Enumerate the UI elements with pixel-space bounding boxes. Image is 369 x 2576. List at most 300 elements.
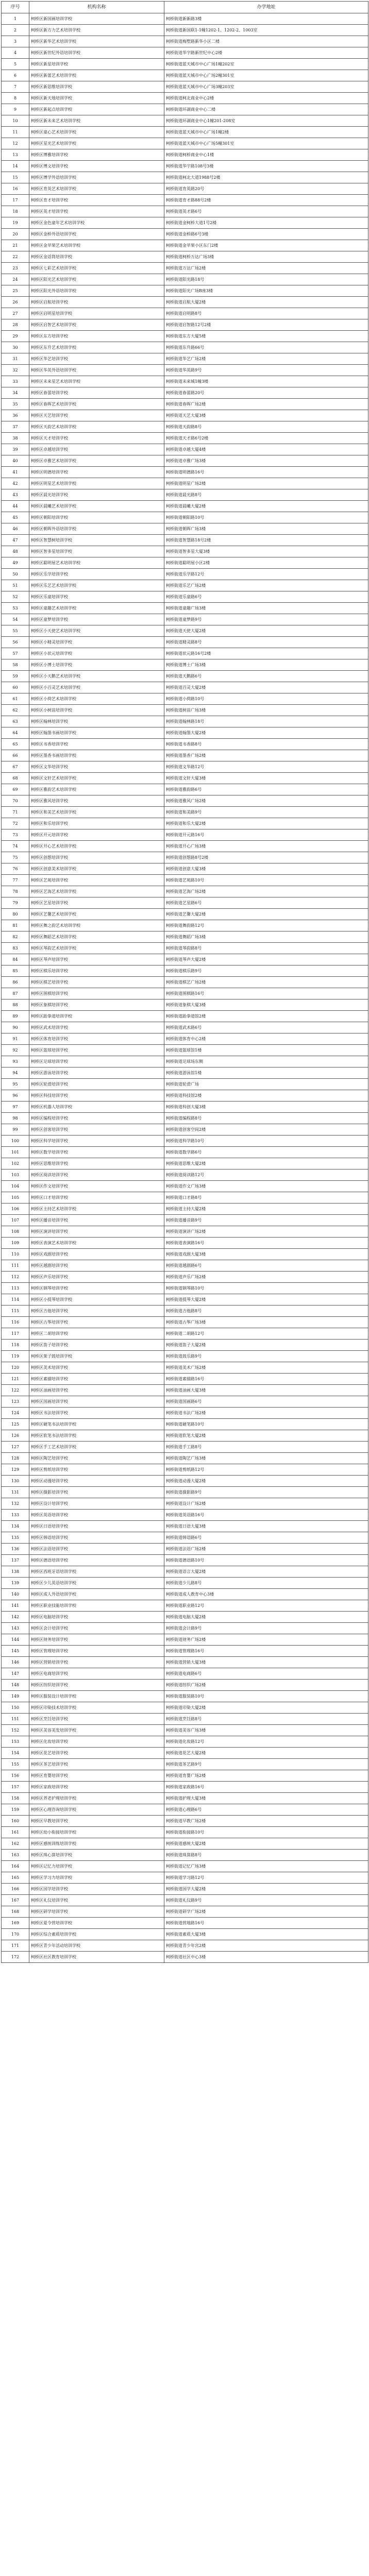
table-row (2, 1634, 368, 1646)
cell-address: 柯桥街道育才路88号2楼 (164, 195, 368, 206)
cell-no: 20 (2, 229, 29, 240)
table-row (2, 863, 368, 875)
cell-address: 柯桥街道陶艺广场3楼 (164, 1453, 368, 1464)
cell-name: 柯桥区金色童年艺术培训学校 (29, 217, 164, 229)
cell-address: 柯桥街道创意大厦3楼 (164, 863, 368, 875)
cell-address: 柯桥街道钢琴路10号 (164, 1283, 368, 1294)
table-row (2, 1011, 368, 1022)
cell-address: 柯桥街道体育中心2楼 (164, 1033, 368, 1045)
cell-no: 160 (2, 1816, 29, 1827)
cell-no: 166 (2, 1884, 29, 1895)
table-row (2, 886, 368, 897)
cell-name: 柯桥区新蕾艺术培训学校 (29, 70, 164, 81)
cell-address: 柯桥街道书香路8号 (164, 739, 368, 750)
cell-name: 柯桥区古筝培训学校 (29, 1317, 164, 1328)
cell-no: 34 (2, 387, 29, 399)
cell-address: 柯桥街道家政路16号 (164, 1782, 368, 1793)
table-row (2, 353, 368, 365)
table-row (2, 1895, 368, 1906)
cell-no: 24 (2, 274, 29, 285)
table-row (2, 1340, 368, 1351)
table-row (2, 750, 368, 761)
cell-name: 柯桥区声乐培训学校 (29, 1272, 164, 1283)
cell-name: 柯桥区心理咨询培训学校 (29, 1804, 164, 1816)
cell-no: 114 (2, 1294, 29, 1306)
table-row (2, 1362, 368, 1374)
cell-no: 150 (2, 1702, 29, 1714)
cell-address: 柯桥街道精灵路8号 (164, 637, 368, 648)
cell-address: 柯桥街道象棋大厦3楼 (164, 999, 368, 1011)
table-row (2, 1884, 368, 1895)
cell-address: 柯桥街道编程路8号 (164, 1113, 368, 1124)
cell-no: 35 (2, 399, 29, 410)
cell-address: 柯桥街道心理路6号 (164, 1804, 368, 1816)
cell-no: 71 (2, 807, 29, 818)
cell-address: 柯桥街道艺海广场2楼 (164, 886, 368, 897)
table-row (2, 795, 368, 807)
table-row (2, 807, 368, 818)
cell-no: 159 (2, 1804, 29, 1816)
cell-address: 柯桥街道蓝天城市中心广场3幢203室 (164, 81, 368, 93)
cell-no: 64 (2, 727, 29, 739)
cell-no: 92 (2, 1045, 29, 1056)
cell-no: 2 (2, 25, 29, 36)
table-row (2, 682, 368, 693)
cell-no: 73 (2, 829, 29, 841)
cell-no: 162 (2, 1838, 29, 1850)
table-row (2, 387, 368, 399)
table-row (2, 523, 368, 535)
table-row (2, 308, 368, 319)
cell-name: 柯桥区书法培训学校 (29, 1408, 164, 1419)
table-row (2, 977, 368, 988)
cell-no: 112 (2, 1272, 29, 1283)
cell-name: 柯桥区法语培训学校 (29, 1544, 164, 1555)
table-row (2, 1453, 368, 1464)
cell-address: 柯桥街道武术路6号 (164, 1022, 368, 1033)
cell-address: 柯桥街道乐艺广场2楼 (164, 580, 368, 591)
cell-address: 柯桥街道声乐广场2楼 (164, 1272, 368, 1283)
table-row (2, 1589, 368, 1600)
cell-name: 柯桥区阅读培训学校 (29, 1170, 164, 1181)
cell-no: 124 (2, 1408, 29, 1419)
cell-name: 柯桥区戏剧培训学校 (29, 1249, 164, 1260)
cell-address: 柯桥街道职业路12号 (164, 1600, 368, 1612)
cell-address: 柯桥街道柯桥万达广场3楼 (164, 251, 368, 263)
cell-no: 45 (2, 512, 29, 523)
cell-address: 柯桥街道礼仪路9号 (164, 1895, 368, 1906)
cell-address: 柯桥街道韩语路6号 (164, 1532, 368, 1544)
cell-name: 柯桥区艺苑培训学校 (29, 875, 164, 886)
table-row (2, 285, 368, 297)
cell-name: 柯桥区晨曦艺术培训学校 (29, 501, 164, 512)
table-row (2, 1306, 368, 1317)
table-row (2, 625, 368, 637)
cell-name: 柯桥区纺织培训学校 (29, 1680, 164, 1691)
cell-no: 37 (2, 421, 29, 433)
table-row (2, 1033, 368, 1045)
table-row (2, 591, 368, 603)
cell-address: 柯桥街道聪明屋小区2楼 (164, 557, 368, 569)
cell-name: 柯桥区动漫培训学校 (29, 1476, 164, 1487)
cell-no: 8 (2, 93, 29, 104)
cell-no: 29 (2, 331, 29, 342)
cell-no: 72 (2, 818, 29, 829)
cell-address: 柯桥街道英语路16号 (164, 1510, 368, 1521)
cell-address: 柯桥街道衔接路10号 (164, 1827, 368, 1838)
cell-name: 柯桥区油画培训学校 (29, 1385, 164, 1396)
cell-name: 柯桥区体育培训学校 (29, 1033, 164, 1045)
cell-address: 柯桥街道财务广场2楼 (164, 1634, 368, 1646)
header-no: 序号 (2, 2, 29, 13)
cell-no: 84 (2, 954, 29, 965)
cell-name: 柯桥区日语培训学校 (29, 1521, 164, 1532)
table-row (2, 263, 368, 274)
cell-no: 3 (2, 36, 29, 47)
cell-name: 柯桥区童心艺术培训学校 (29, 127, 164, 138)
table-row (2, 13, 368, 25)
cell-no: 131 (2, 1487, 29, 1498)
cell-no: 93 (2, 1056, 29, 1067)
cell-name: 柯桥区智慧树培训学校 (29, 535, 164, 546)
table-row (2, 149, 368, 161)
cell-no: 96 (2, 1090, 29, 1101)
cell-name: 柯桥区英才培训学校 (29, 206, 164, 217)
cell-address: 柯桥街道德语路10号 (164, 1555, 368, 1566)
cell-address: 柯桥街道朝阳路10号 (164, 512, 368, 523)
table-row (2, 455, 368, 467)
cell-name: 柯桥区小博士培训学校 (29, 659, 164, 671)
cell-no: 81 (2, 920, 29, 931)
table-row (2, 47, 368, 59)
table-row (2, 421, 368, 433)
table-row (2, 1816, 368, 1827)
cell-no: 5 (2, 59, 29, 70)
cell-address: 柯桥街道二胡路12号 (164, 1328, 368, 1340)
cell-address: 柯桥街道感统大厦2楼 (164, 1838, 368, 1850)
table-row (2, 841, 368, 852)
cell-address: 柯桥街道明星广场2楼 (164, 478, 368, 489)
cell-no: 138 (2, 1566, 29, 1578)
cell-address: 柯桥街道童梦路9号 (164, 614, 368, 625)
cell-address: 柯桥街道新国联1-1幢1202-1、1202-2、1003室 (164, 25, 368, 36)
table-row (2, 512, 368, 523)
table-row (2, 1623, 368, 1634)
table-row (2, 1113, 368, 1124)
cell-no: 154 (2, 1748, 29, 1759)
cell-name: 柯桥区小状元培训学校 (29, 648, 164, 659)
cell-name: 柯桥区琴韵艺术培训学校 (29, 943, 164, 954)
table-row (2, 1238, 368, 1249)
cell-no: 141 (2, 1600, 29, 1612)
cell-name: 柯桥区卓越培训学校 (29, 444, 164, 455)
cell-name: 柯桥区春晖艺术培训学校 (29, 399, 164, 410)
cell-address: 柯桥街道柯北大道1988号2楼 (164, 172, 368, 183)
table-row (2, 1668, 368, 1680)
table-row (2, 195, 368, 206)
cell-name: 柯桥区天艺培训学校 (29, 410, 164, 421)
cell-address: 柯桥街道开元路16号 (164, 829, 368, 841)
cell-no: 105 (2, 1192, 29, 1204)
table-row (2, 1725, 368, 1736)
table-row (2, 1408, 368, 1419)
cell-name: 柯桥区新星培训学校 (29, 59, 164, 70)
cell-no: 94 (2, 1067, 29, 1079)
cell-address: 柯桥街道东方大厦5楼 (164, 331, 368, 342)
cell-name: 柯桥区创意美术培训学校 (29, 863, 164, 875)
cell-name: 柯桥区棋乐培训学校 (29, 965, 164, 977)
cell-address: 柯桥街道棋艺广场2楼 (164, 977, 368, 988)
cell-no: 167 (2, 1895, 29, 1906)
cell-no: 22 (2, 251, 29, 263)
cell-address: 柯桥街道金柯桥大道1号2楼 (164, 217, 368, 229)
cell-no: 168 (2, 1906, 29, 1918)
table-row (2, 376, 368, 387)
cell-address: 柯桥街道会计路9号 (164, 1623, 368, 1634)
cell-name: 柯桥区启智艺术培训学校 (29, 319, 164, 331)
cell-name: 柯桥区职业技能培训学校 (29, 1600, 164, 1612)
cell-no: 53 (2, 603, 29, 614)
cell-address: 柯桥街道童趣广场3楼 (164, 603, 368, 614)
cell-no: 91 (2, 1033, 29, 1045)
cell-name: 柯桥区硬笔书法培训学校 (29, 1419, 164, 1430)
table-row (2, 1136, 368, 1147)
table-row (2, 1770, 368, 1782)
cell-address: 柯桥街道记忆广场3楼 (164, 1861, 368, 1872)
cell-no: 54 (2, 614, 29, 625)
cell-no: 10 (2, 115, 29, 127)
cell-no: 90 (2, 1022, 29, 1033)
cell-address: 柯桥街道少儿路8号 (164, 1578, 368, 1589)
cell-address: 柯桥街道华宇路108号3楼 (164, 161, 368, 172)
table-row (2, 1702, 368, 1714)
table-row (2, 206, 368, 217)
table-row (2, 251, 368, 263)
table-row (2, 580, 368, 591)
cell-address: 柯桥街道和美路9号 (164, 807, 368, 818)
cell-address: 柯桥街道印染大厦2楼 (164, 1702, 368, 1714)
cell-no: 123 (2, 1396, 29, 1408)
table-row (2, 659, 368, 671)
cell-name: 柯桥区机器人培训学校 (29, 1101, 164, 1113)
cell-name: 柯桥区手工艺术培训学校 (29, 1442, 164, 1453)
cell-name: 柯桥区艺馨艺术培训学校 (29, 909, 164, 920)
cell-address: 柯桥街道天韵路8号 (164, 421, 368, 433)
cell-address: 柯桥街道研学广场2楼 (164, 1906, 368, 1918)
cell-no: 153 (2, 1736, 29, 1748)
cell-no: 77 (2, 875, 29, 886)
cell-no: 158 (2, 1793, 29, 1804)
cell-name: 柯桥区阳光艺术培训学校 (29, 274, 164, 285)
table-row (2, 648, 368, 659)
cell-name: 柯桥区小天使艺术培训学校 (29, 625, 164, 637)
cell-name: 柯桥区播音培训学校 (29, 1215, 164, 1226)
table-row (2, 70, 368, 81)
cell-no: 7 (2, 81, 29, 93)
cell-name: 柯桥区管理培训学校 (29, 1646, 164, 1657)
cell-name: 柯桥区阳光外语培训学校 (29, 285, 164, 297)
cell-address: 柯桥街道素描路16号 (164, 1374, 368, 1385)
table-row (2, 331, 368, 342)
table-row (2, 1952, 368, 1963)
cell-no: 63 (2, 716, 29, 727)
cell-address: 柯桥街道柯北商业中心2楼 (164, 93, 368, 104)
table-row (2, 1056, 368, 1067)
cell-name: 柯桥区数学培训学校 (29, 1147, 164, 1158)
table-row (2, 1464, 368, 1476)
table-row (2, 1906, 368, 1918)
cell-name: 柯桥区素描培训学校 (29, 1374, 164, 1385)
cell-address: 柯桥街道演讲广场2楼 (164, 1226, 368, 1238)
table-row (2, 1748, 368, 1759)
cell-address: 柯桥街道青少年宫2楼 (164, 1940, 368, 1952)
cell-name: 柯桥区韩语培训学校 (29, 1532, 164, 1544)
cell-no: 149 (2, 1691, 29, 1702)
cell-no: 109 (2, 1238, 29, 1249)
cell-no: 116 (2, 1317, 29, 1328)
cell-address: 柯桥街道吉他路8号 (164, 1306, 368, 1317)
cell-no: 134 (2, 1521, 29, 1532)
cell-no: 132 (2, 1498, 29, 1510)
cell-name: 柯桥区国学培训学校 (29, 1884, 164, 1895)
cell-no: 103 (2, 1170, 29, 1181)
table-row (2, 138, 368, 149)
cell-name: 柯桥区钢琴培训学校 (29, 1283, 164, 1294)
table-row (2, 1442, 368, 1453)
cell-no: 33 (2, 376, 29, 387)
cell-no: 76 (2, 863, 29, 875)
cell-no: 32 (2, 365, 29, 376)
cell-address: 柯桥街道琴声大厦2楼 (164, 954, 368, 965)
table-row (2, 1578, 368, 1589)
cell-name: 柯桥区笛子培训学校 (29, 1340, 164, 1351)
cell-address: 柯桥街道科创大厦3楼 (164, 1101, 368, 1113)
table-row (2, 501, 368, 512)
cell-no: 14 (2, 161, 29, 172)
cell-address: 柯桥街道日语大厦3楼 (164, 1521, 368, 1532)
cell-name: 柯桥区国画培训学校 (29, 1396, 164, 1408)
cell-no: 44 (2, 501, 29, 512)
table-row (2, 1351, 368, 1362)
table-row (2, 1374, 368, 1385)
cell-no: 65 (2, 739, 29, 750)
cell-name: 柯桥区编程培训学校 (29, 1113, 164, 1124)
cell-no: 169 (2, 1918, 29, 1929)
cell-no: 106 (2, 1204, 29, 1215)
table-row (2, 104, 368, 115)
cell-address: 柯桥街道围棋路16号 (164, 988, 368, 999)
cell-no: 101 (2, 1147, 29, 1158)
table-row (2, 1158, 368, 1170)
table-row (2, 1929, 368, 1940)
table-row (2, 1736, 368, 1748)
cell-name: 柯桥区陶艺培训学校 (29, 1453, 164, 1464)
table-row (2, 999, 368, 1011)
cell-no: 136 (2, 1544, 29, 1555)
cell-address: 柯桥街道烹饪路8号 (164, 1714, 368, 1725)
cell-address: 柯桥街道油画大厦3楼 (164, 1385, 368, 1396)
table-row (2, 965, 368, 977)
table-row (2, 127, 368, 138)
cell-address: 柯桥街道素质大厦3楼 (164, 1929, 368, 1940)
cell-address: 柯桥街道早教广场2楼 (164, 1816, 368, 1827)
cell-address: 柯桥街道作文广场3楼 (164, 1181, 368, 1192)
cell-address: 柯桥街道舞韵路12号 (164, 920, 368, 931)
cell-no: 9 (2, 104, 29, 115)
cell-address: 柯桥街道思维大厦2楼 (164, 1158, 368, 1170)
cell-no: 151 (2, 1714, 29, 1725)
cell-name: 柯桥区感统训练培训学校 (29, 1838, 164, 1850)
table-row (2, 36, 368, 47)
cell-address: 柯桥街道天使大厦2楼 (164, 625, 368, 637)
cell-name: 柯桥区越剧培训学校 (29, 1260, 164, 1272)
table-row (2, 1544, 368, 1555)
cell-address: 柯桥街道戏剧大厦3楼 (164, 1249, 368, 1260)
cell-name: 柯桥区学习力培训学校 (29, 1872, 164, 1884)
cell-no: 46 (2, 523, 29, 535)
cell-address: 柯桥街道国画路6号 (164, 1396, 368, 1408)
table-row (2, 1487, 368, 1498)
cell-name: 柯桥区育英艺术培训学校 (29, 183, 164, 195)
cell-address: 柯桥街道创客空间2楼 (164, 1124, 368, 1136)
cell-no: 87 (2, 988, 29, 999)
table-row (2, 1079, 368, 1090)
cell-name: 柯桥区华艺培训学校 (29, 353, 164, 365)
cell-name: 柯桥区青少年活动培训学校 (29, 1940, 164, 1952)
cell-no: 135 (2, 1532, 29, 1544)
cell-address: 柯桥街道乐童路6号 (164, 591, 368, 603)
cell-no: 38 (2, 433, 29, 444)
cell-no: 75 (2, 852, 29, 863)
table-row (2, 93, 368, 104)
cell-address: 柯桥街道天才路6号2楼 (164, 433, 368, 444)
cell-name: 柯桥区新未来艺术培训学校 (29, 115, 164, 127)
cell-name: 柯桥区棋艺培训学校 (29, 977, 164, 988)
cell-name: 柯桥区琴声培训学校 (29, 954, 164, 965)
cell-no: 40 (2, 455, 29, 467)
cell-no: 55 (2, 625, 29, 637)
cell-no: 118 (2, 1340, 29, 1351)
table-row (2, 1940, 368, 1952)
cell-name: 柯桥区轮滑培训学校 (29, 1079, 164, 1090)
table-row (2, 1872, 368, 1884)
table-row (2, 274, 368, 285)
cell-name: 柯桥区育婴培训学校 (29, 1770, 164, 1782)
cell-address: 柯桥街道华英路9号 (164, 365, 368, 376)
table-row (2, 1260, 368, 1272)
cell-name: 柯桥区新华艺术培训学校 (29, 36, 164, 47)
table-row (2, 931, 368, 943)
cell-address: 柯桥街道蓝天城市中心广场5幢301室 (164, 138, 368, 149)
cell-no: 78 (2, 886, 29, 897)
cell-name: 柯桥区美术培训学校 (29, 1362, 164, 1374)
table-row (2, 1532, 368, 1544)
cell-name: 柯桥区化妆培训学校 (29, 1736, 164, 1748)
cell-address: 柯桥街道护理大厦3楼 (164, 1793, 368, 1804)
cell-no: 80 (2, 909, 29, 920)
cell-name: 柯桥区作文培训学校 (29, 1181, 164, 1192)
table-row (2, 557, 368, 569)
cell-no: 108 (2, 1226, 29, 1238)
cell-no: 163 (2, 1850, 29, 1861)
cell-name: 柯桥区天韵艺术培训学校 (29, 421, 164, 433)
cell-name: 柯桥区新起点培训学校 (29, 104, 164, 115)
cell-name: 柯桥区艺海艺术培训学校 (29, 886, 164, 897)
cell-address: 柯桥街道软笔大厦2楼 (164, 1430, 368, 1442)
cell-address: 柯桥街道电商路6号 (164, 1668, 368, 1680)
cell-name: 柯桥区西班牙语培训学校 (29, 1566, 164, 1578)
cell-no: 15 (2, 172, 29, 183)
